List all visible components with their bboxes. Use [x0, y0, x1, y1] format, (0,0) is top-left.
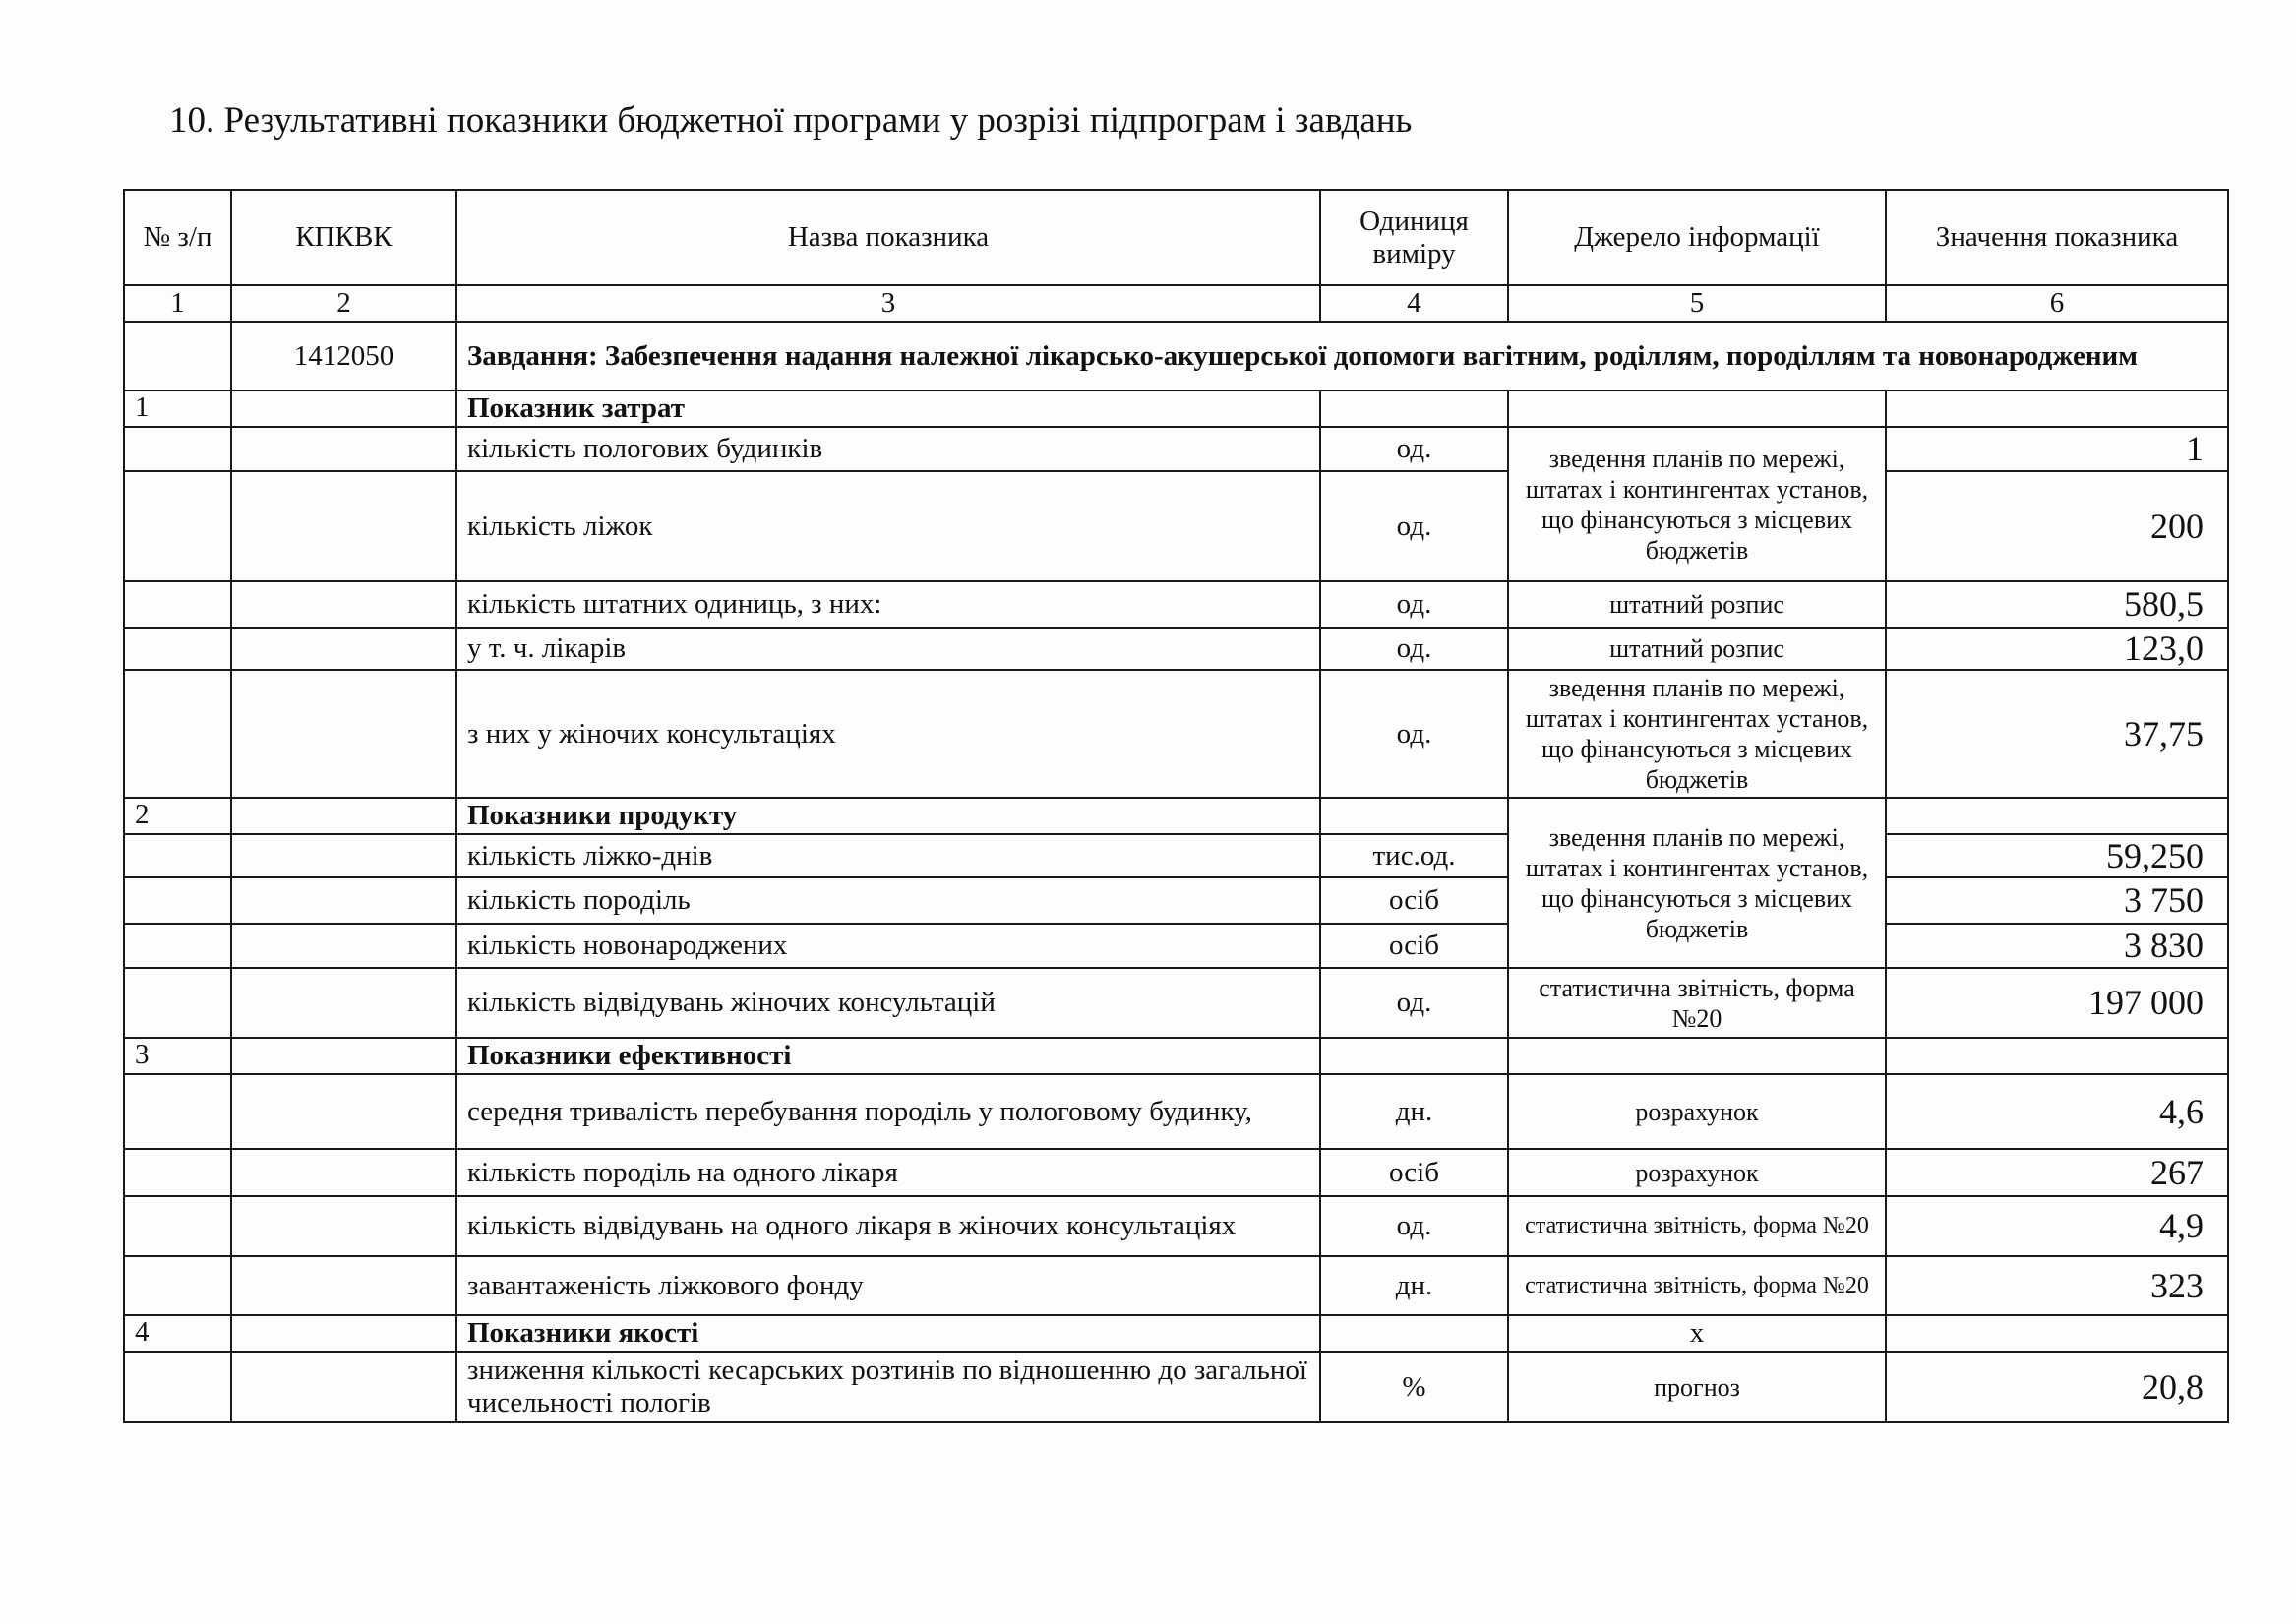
table-cell: [124, 1196, 231, 1256]
indicator-name: у т. ч. лікарів: [456, 628, 1320, 670]
group-number: 1: [124, 391, 231, 427]
column-number: 1: [124, 285, 231, 322]
header-num: № з/п: [124, 190, 231, 285]
indicator-value: 59,250: [1886, 834, 2228, 877]
column-number: 5: [1508, 285, 1886, 322]
table-cell: [124, 1149, 231, 1196]
table-cell: [1320, 1315, 1508, 1352]
indicator-value: 123,0: [1886, 628, 2228, 670]
table-cell: [1320, 798, 1508, 834]
table-cell: [231, 427, 456, 471]
table-row: [124, 628, 2228, 670]
indicator-name: кількість відвідувань на одного лікаря в жіночих консультаціях: [456, 1196, 1320, 1256]
indicator-source: х: [1508, 1315, 1886, 1352]
indicator-source: статистична звітність, форма №20: [1508, 968, 1886, 1038]
header-unit: Одиниця виміру: [1320, 190, 1508, 285]
table-row: [124, 968, 2228, 1038]
indicator-value: 3 750: [1886, 877, 2228, 924]
table-cell: [124, 322, 231, 391]
indicator-name: кількість ліжко-днів: [456, 834, 1320, 877]
indicator-name: кількість штатних одиниць, з них:: [456, 581, 1320, 628]
column-number: 4: [1320, 285, 1508, 322]
table-cell: [124, 924, 231, 968]
table-cell: [124, 628, 231, 670]
indicator-name: з них у жіночих консультаціях: [456, 670, 1320, 798]
table-cell: [124, 471, 231, 581]
table-row: [124, 1256, 2228, 1315]
table-cell: [231, 968, 456, 1038]
indicator-name: кількість породіль: [456, 877, 1320, 924]
indicator-unit: од.: [1320, 628, 1508, 670]
table-row: [124, 581, 2228, 628]
table-cell: [231, 798, 456, 834]
indicator-value: 3 830: [1886, 924, 2228, 968]
table-cell: [124, 427, 231, 471]
indicator-unit: од.: [1320, 581, 1508, 628]
table-cell: [231, 1352, 456, 1422]
table-row: [124, 924, 2228, 968]
column-number-row: [124, 285, 2228, 322]
indicator-name: кількість ліжок: [456, 471, 1320, 581]
table-cell: [231, 471, 456, 581]
table-row: [124, 1196, 2228, 1256]
group-row: [124, 391, 2228, 427]
table-cell: [231, 1038, 456, 1074]
indicator-unit: од.: [1320, 670, 1508, 798]
indicator-value: 580,5: [1886, 581, 2228, 628]
indicator-unit: од.: [1320, 968, 1508, 1038]
header-kpkvk: КПКВК: [231, 190, 456, 285]
indicator-source: розрахунок: [1508, 1149, 1886, 1196]
header-indicator-name: Назва показника: [456, 190, 1320, 285]
table-cell: [1508, 391, 1886, 427]
indicator-unit: осіб: [1320, 924, 1508, 968]
table-cell: [231, 1315, 456, 1352]
indicator-value: 267: [1886, 1149, 2228, 1196]
table-cell: [231, 1074, 456, 1149]
group-number: 3: [124, 1038, 231, 1074]
indicator-unit: осіб: [1320, 1149, 1508, 1196]
task-text: Завдання: Забезпечення надання належної лікарсько-акушерської допомоги вагітним, роділлям, породіллям та новонародженим: [456, 322, 2228, 391]
indicator-value: 4,9: [1886, 1196, 2228, 1256]
table-cell: [124, 1256, 231, 1315]
indicator-value: 197 000: [1886, 968, 2228, 1038]
column-number: 2: [231, 285, 456, 322]
table-cell: [124, 670, 231, 798]
indicator-source: зведення планів по мережі, штатах і контингентах установ, що фінансуються з місцевих бюджетів: [1508, 670, 1886, 798]
group-row: [124, 1315, 2228, 1352]
table-cell: [1320, 1038, 1508, 1074]
header-source: Джерело інформації: [1508, 190, 1886, 285]
indicator-unit: %: [1320, 1352, 1508, 1422]
indicator-unit: дн.: [1320, 1074, 1508, 1149]
table-cell: [1508, 1038, 1886, 1074]
section-heading: 10. Результативні показники бюджетної програми у розрізі підпрограм і завдань: [169, 100, 1413, 141]
indicator-source: зведення планів по мережі, штатах і контингентах установ, що фінансуються з місцевих бюджетів: [1508, 427, 1886, 581]
table-row: [124, 877, 2228, 924]
table-cell: [1886, 391, 2228, 427]
indicator-source: штатний розпис: [1508, 581, 1886, 628]
table-row: [124, 1352, 2228, 1422]
table-cell: [1886, 798, 2228, 834]
table-row: [124, 834, 2228, 877]
table-cell: [124, 581, 231, 628]
table-cell: [231, 628, 456, 670]
table-cell: [124, 968, 231, 1038]
indicator-source: розрахунок: [1508, 1074, 1886, 1149]
table-cell: [1886, 1038, 2228, 1074]
group-number: 2: [124, 798, 231, 834]
table-row: [124, 670, 2228, 798]
indicator-name: кількість новонароджених: [456, 924, 1320, 968]
table-row: [124, 471, 2228, 581]
indicator-name: середня тривалість перебування породіль у пологовому будинку,: [456, 1074, 1320, 1149]
indicator-value: 200: [1886, 471, 2228, 581]
indicator-value: 1: [1886, 427, 2228, 471]
indicator-name: кількість відвідувань жіночих консультацій: [456, 968, 1320, 1038]
table-cell: [231, 834, 456, 877]
group-title: Показник затрат: [456, 391, 1320, 427]
table-cell: [231, 1256, 456, 1315]
indicator-name: зниження кількості кесарських розтинів по відношенню до загальної чисельності пологів: [456, 1352, 1320, 1422]
indicator-unit: од.: [1320, 427, 1508, 471]
table-cell: [231, 670, 456, 798]
results-indicators-table: [123, 189, 2229, 1423]
indicator-value: 20,8: [1886, 1352, 2228, 1422]
group-row: [124, 1038, 2228, 1074]
header-value: Значення показника: [1886, 190, 2228, 285]
indicator-source: штатний розпис: [1508, 628, 1886, 670]
table-cell: [231, 1196, 456, 1256]
task-row: [124, 322, 2228, 391]
indicator-unit: дн.: [1320, 1256, 1508, 1315]
indicator-source: зведення планів по мережі, штатах і контингентах установ, що фінансуються з місцевих бюджетів: [1508, 798, 1886, 968]
table-cell: [231, 391, 456, 427]
indicator-value: 323: [1886, 1256, 2228, 1315]
table-cell: [231, 581, 456, 628]
indicator-value: 37,75: [1886, 670, 2228, 798]
column-number: 3: [456, 285, 1320, 322]
table-cell: [231, 877, 456, 924]
table-cell: [1886, 1315, 2228, 1352]
table-header-row: [124, 190, 2228, 285]
indicator-unit: тис.од.: [1320, 834, 1508, 877]
table-cell: [231, 924, 456, 968]
table-row: [124, 1074, 2228, 1149]
table-cell: [124, 877, 231, 924]
table-cell: [231, 1149, 456, 1196]
indicator-name: кількість пологових будинків: [456, 427, 1320, 471]
table-row: [124, 1149, 2228, 1196]
task-kpkvk: 1412050: [231, 322, 456, 391]
table-cell: [124, 1074, 231, 1149]
indicator-source: статистична звітність, форма №20: [1508, 1196, 1886, 1256]
indicator-name: кількість породіль на одного лікаря: [456, 1149, 1320, 1196]
table-row: [124, 427, 2228, 471]
table-cell: [1320, 391, 1508, 427]
indicator-source: статистична звітність, форма №20: [1508, 1256, 1886, 1315]
column-number: 6: [1886, 285, 2228, 322]
group-number: 4: [124, 1315, 231, 1352]
group-title: Показники продукту: [456, 798, 1320, 834]
indicator-unit: осіб: [1320, 877, 1508, 924]
group-title: Показники якості: [456, 1315, 1320, 1352]
table-cell: [124, 1352, 231, 1422]
indicator-unit: од.: [1320, 1196, 1508, 1256]
table-cell: [124, 834, 231, 877]
indicator-unit: од.: [1320, 471, 1508, 581]
indicator-value: 4,6: [1886, 1074, 2228, 1149]
group-row: [124, 798, 2228, 834]
indicator-source: прогноз: [1508, 1352, 1886, 1422]
group-title: Показники ефективності: [456, 1038, 1320, 1074]
indicator-name: завантаженість ліжкового фонду: [456, 1256, 1320, 1315]
